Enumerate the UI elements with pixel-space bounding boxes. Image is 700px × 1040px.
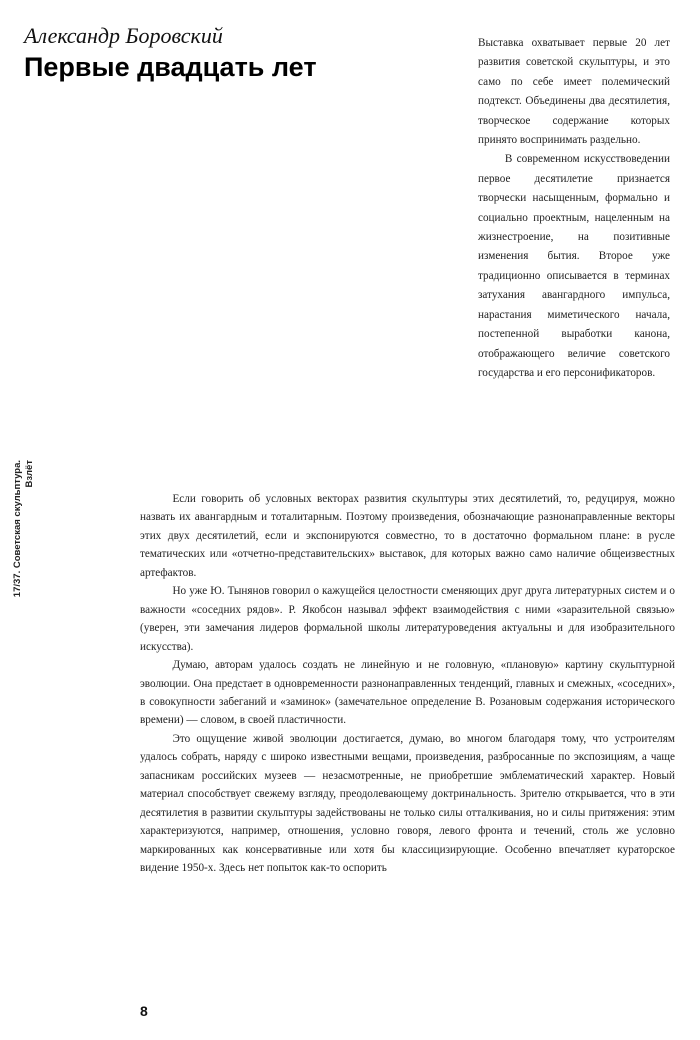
page-number: 8 <box>140 1003 148 1019</box>
body-paragraph: Думаю, авторам удалось создать не линейную и не головную, «плановую» картину скульптурной эволюции. Она предстает в одновременности разнонаправленных тенденций, главных и смежных, «соседних», в совокупности забеганий и «заминок» (замечательное определение В. Розановым содержания исторического времени) — словом, в своей пластичности. <box>140 659 675 727</box>
running-head-vertical <box>12 460 36 660</box>
lead-paragraph: Выставка охватывает первые 20 лет развития советской скульптуры, и это само по себе имеет полемический подтекст. Объединены два десятилетия, творческое содержание которых принято воспринимать раздельно. <box>478 37 670 147</box>
lead-paragraph: В современном искусствоведении первое десятилетие признается творчески насыщенным, формально и социально проектным, нацеленным на жизнестроение, на позитивные изменения бытия. Второе уже традиционно описывается в терминах затухания авангардного импульса, нарастания миметического начала, постепенной выработки канона, отображающего величие советского государства и его персонификаторов. <box>478 153 670 379</box>
article-title: Первые двадцать лет <box>24 52 317 82</box>
body-paragraph: Если говорить об условных векторах развития скульптуры этих десятилетий, то, редуцируя, можно назвать их авангардным и тоталитарным. Поэтому произведения, обозначающие разнонаправленные векторы этих двух десятилетий, если и экспонируются совместно, то в достаточно формальном плане: в русле тематических или «отчетно-представительских» выставок, для которых важно само наличие общеизвестных артефактов. <box>140 493 675 579</box>
running-head-line: Взлёт <box>24 460 35 488</box>
body-text <box>140 490 675 878</box>
lead-column <box>478 34 670 383</box>
body-paragraph: Это ощущение живой эволюции достигается, думаю, во многом благодаря тому, что устроителям удалось собрать, наряду с широко известными вещами, произведения, разбросанные по экспозициям, а чаще запасникам российских музеев — незасмотренные, не приобретшие эмблематический характер. Новый материал способствует свежему взгляду, преодолевающему доктринальность. Зрителю открывается, что в эти десятилетия в развитии скульптуры задействованы не только силы отталкивания, но и силы притяжения: этим характеризуются, например, отношения, условно говоря, левого фронта и течений, столь же условно маркированных как консервативные или хотя бы классицизирующие. Особенно впечатляет кураторское видение 1950-х. Здесь нет попыток как-то оспорить <box>140 732 675 875</box>
author-name: Александр Боровский <box>24 23 223 48</box>
body-paragraph: Но уже Ю. Тынянов говорил о кажущейся целостности сменяющих друг друга литературных систем и о важности «соседних рядов». Р. Якобсон называл эффект взаимодействия с ними «заразительной связью» (уверен, эти замечания лидеров формальной школы литературоведения актуальны и для изобразительного искусства). <box>140 585 675 653</box>
running-head-line: 17/37. Советская скульптура. <box>12 460 23 598</box>
